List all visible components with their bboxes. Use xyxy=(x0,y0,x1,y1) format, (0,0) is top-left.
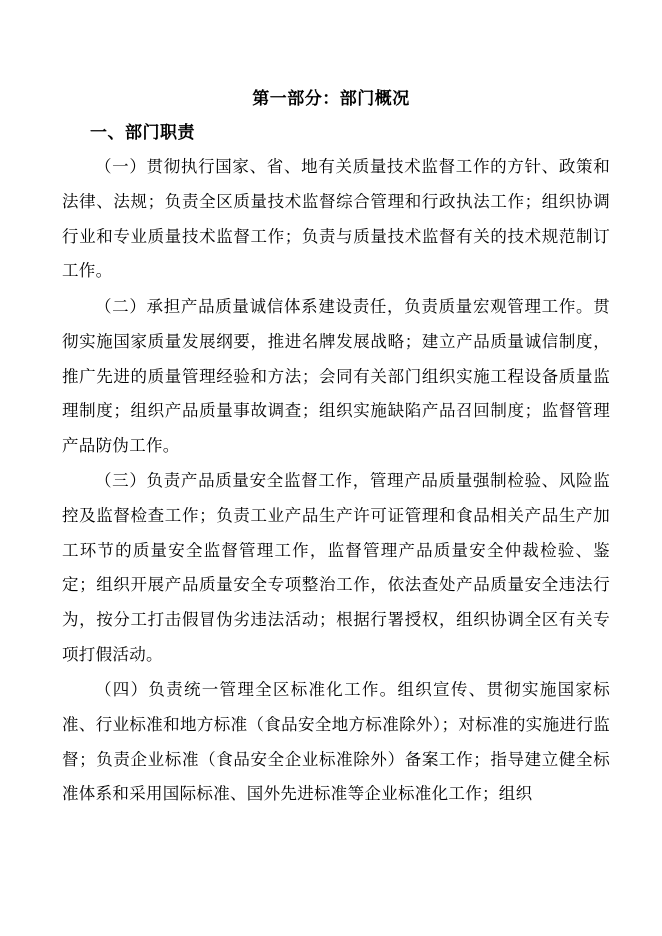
paragraph-4: （四）负责统一管理全区标准化工作。组织宣传、贯彻实施国家标准、行业标准和地方标准（食品安全地方标准除外）；对标准的实施进行监督；负责企业标准（食品安全企业标准除外）备案工作；指导建立健全标准体系和采用国际标准、国外先进标准等企业标准化工作；组织 xyxy=(62,680,610,804)
paragraph-2: （二）承担产品质量诚信体系建设责任，负责质量宏观管理工作。贯彻实施国家质量发展纲要，推进名牌发展战略；建立产品质量诚信制度，推广先进的质量管理经验和方法；会同有关部门组织实施工程设备质量监理制度；组织产品质量事故调查；组织实施缺陷产品召回制度；监督管理产品防伪工作。 xyxy=(62,297,610,456)
paragraph-3: （三）负责产品质量安全监督工作，管理产品质量强制检验、风险监控及监督检查工作；负责工业产品生产许可证管理和食品相关产品生产加工环节的质量安全监督管理工作，监督管理产品质量安全仲裁检验、鉴定；组织开展产品质量安全专项整治工作，依法查处产品质量安全违法行为，按分工打击假冒伪劣违法活动；根据行署授权，组织协调全区有关专项打假活动。 xyxy=(62,471,610,664)
section-heading: 一、部门职责 xyxy=(90,123,195,143)
page-title: 第一部分：部门概况 xyxy=(252,89,410,109)
paragraph-1: （一）贯彻执行国家、省、地有关质量技术监督工作的方针、政策和法律、法规；负责全区质量技术监督综合管理和行政执法工作；组织协调行业和专业质量技术监督工作；负责与质量技术监督有关的技术规范制订工作。 xyxy=(62,157,610,281)
